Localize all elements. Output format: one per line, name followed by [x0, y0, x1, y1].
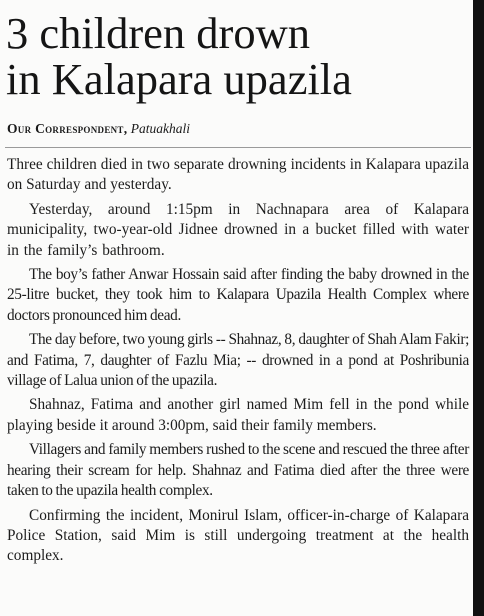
byline: [7, 121, 467, 137]
byline-location: Patuakhali: [130, 121, 191, 136]
article-headline: [6, 10, 470, 102]
article-paragraph-5: Shahnaz, Fatima and another girl named Mim fell in the pond while playing beside it around 3:00pm, said their family members.: [7, 396, 469, 434]
headline-line-2: in Kalapara upazila: [6, 54, 352, 104]
byline-divider: [5, 147, 471, 148]
article-paragraph-3: The boy’s father Anwar Hossain said after finding the baby drowned in the 25-litre bucket, they took him to Kalapara Upazila Health Complex where doctors pronounced him dead.: [7, 266, 469, 324]
article-body: [7, 155, 469, 571]
article-paragraph-4: The day before, two young girls -- Shahnaz, 8, daughter of Shah Alam Fakir; and Fatima, 7, daughter of Fazlu Mia; -- drowned in a pond at Poshribunia village of Lalua union of the upazila.: [7, 331, 469, 390]
headline-line-1: 3 children drown: [6, 8, 311, 58]
article-paragraph-2: Yesterday, around 1:15pm in Nachnapara area of Kalapara municipality, two-year-old Jidnee drowned in a bucket filled with water in the family’s bathroom.: [7, 200, 469, 259]
article-paragraph-6: Villagers and family members rushed to the scene and rescued the three after hearing their scream for help. Shahnaz and Fatima died after the three were taken to the upazila health complex.: [7, 441, 469, 500]
article-paragraph-7: Confirming the incident, Monirul Islam, officer-in-charge of Kalapara Police Station, said Mim is still undergoing treatment at the health complex.: [7, 506, 469, 565]
byline-author: Our Correspondent,: [7, 121, 128, 136]
article-paragraph-1: Three children died in two separate drowning incidents in Kalapara upazila on Saturday and yesterday.: [7, 156, 469, 194]
scan-edge: [473, 0, 484, 616]
